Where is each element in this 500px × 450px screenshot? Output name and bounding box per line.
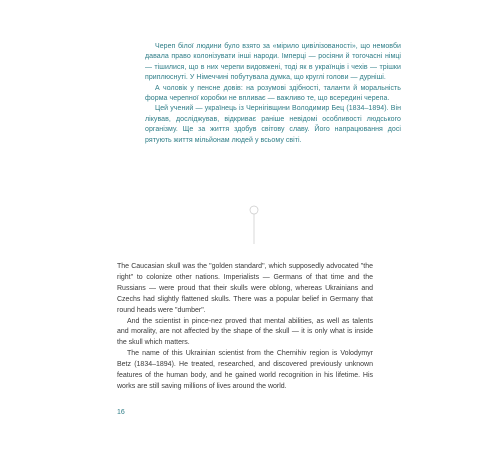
english-paragraph: And the scientist in pince-nez proved that mental abilities, as well as talents and morality, are not affected by the shape of the skull — it is only what is inside the skull which matters. bbox=[117, 317, 373, 347]
ukrainian-paragraph: Цей учений — українець із Чернігівщини Володимир Бец (1834–1894). Він лікував, досліджував, відкриває раніше невідомі особливості людського організму. Ще за життя здобув світову славу. Його напрацювання досі рятують життя мільйонам людей у всьому світі. bbox=[145, 105, 401, 144]
ukrainian-paragraph: А чоловік у пенсне довів: на розумові здібності, таланти й моральність форма черепної коробки не впливає — важливо те, що всередині черепа. bbox=[145, 84, 401, 103]
page-number: 16 bbox=[117, 409, 125, 416]
english-text-block bbox=[117, 262, 373, 393]
ukrainian-text-block bbox=[145, 42, 401, 146]
english-paragraph: The name of this Ukrainian scientist from the Chernihiv region is Volodymyr Betz (1834–1894). He treated, researched, and discovered previously unknown features of the human body, and he gained world recognition in his lifetime. His works are still saving millions of lives around the world. bbox=[117, 350, 373, 390]
flower-divider-icon bbox=[248, 205, 260, 245]
english-paragraph: The Caucasian skull was the "golden standard", which supposedly advocated "the right" to colonize other nations. Imperialists — Germans of that time and the Russians — were proud that their skulls were oblong, whereas Ukrainians and Czechs had slightly flattened skulls. There was a popular belief in Germany that round heads were "dumber". bbox=[117, 263, 373, 314]
ukrainian-paragraph: Череп білої людини було взято за «мірило цивілізованості», що немовби давала право колонізувати інші народи. Імперці — росіяни й тогочасні німці — тішилися, що в них черепи видовжені, тоді як в українців і чехів — трішки приплюснуті. У Німеччині побутувала думка, що круглі голови — дурніші. bbox=[145, 43, 401, 82]
